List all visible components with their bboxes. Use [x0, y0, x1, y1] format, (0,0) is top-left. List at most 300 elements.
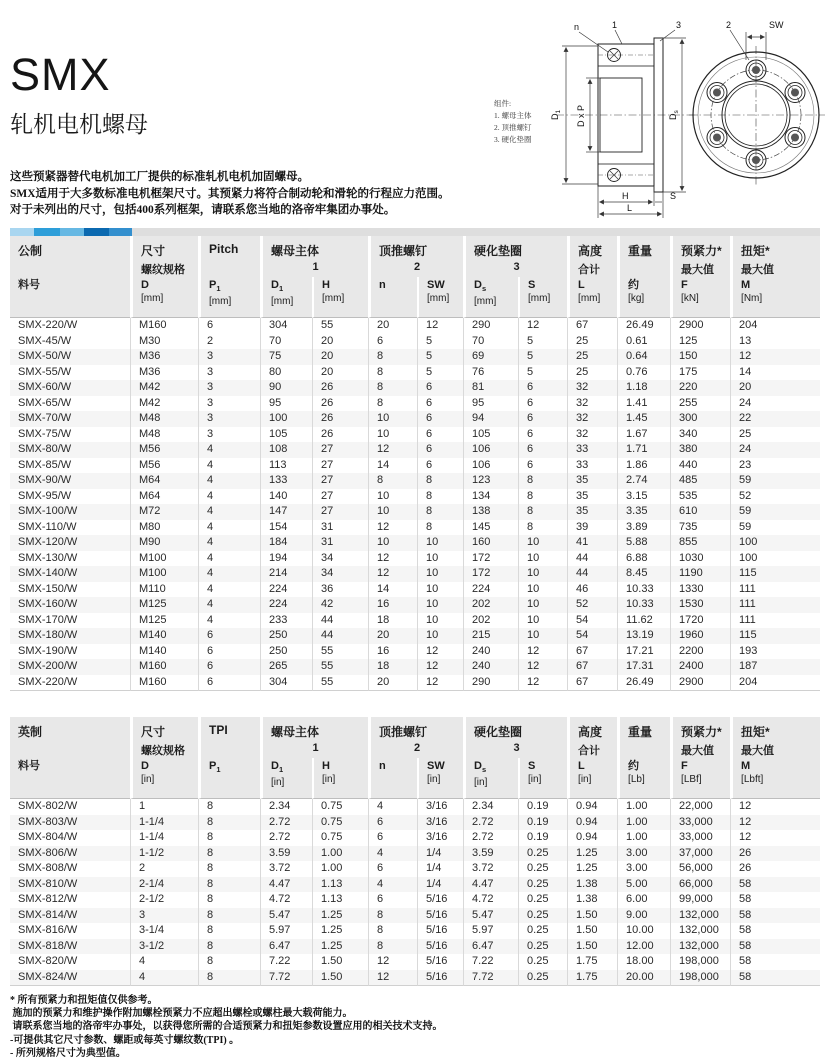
value-cell: M140 [130, 644, 198, 660]
value-cell: 4.47 [463, 877, 518, 893]
value-cell: 20 [368, 318, 417, 334]
value-cell: 20.00 [617, 970, 670, 987]
value-cell: 35 [567, 489, 617, 505]
table-row [10, 365, 820, 381]
table-row [10, 520, 820, 536]
value-cell: 44 [567, 566, 617, 582]
value-cell: 5/16 [417, 908, 463, 924]
value-cell: 175 [670, 365, 730, 381]
value-cell: M36 [130, 349, 198, 365]
value-cell: 0.75 [312, 815, 368, 831]
table-row [10, 380, 820, 396]
value-cell: 10 [518, 535, 567, 551]
value-cell: 58 [730, 939, 820, 955]
value-cell: M90 [130, 535, 198, 551]
value-cell: 3.00 [617, 861, 670, 877]
value-cell: 1.18 [617, 380, 670, 396]
value-cell: 123 [463, 473, 518, 489]
color-bar-segment [84, 228, 109, 236]
value-cell: 32 [567, 427, 617, 443]
value-cell: 1720 [670, 613, 730, 629]
part-number-cell: SMX-90/W [10, 473, 130, 489]
value-cell: 6 [198, 318, 260, 334]
value-cell: 16 [368, 597, 417, 613]
value-cell: 132,000 [670, 923, 730, 939]
value-cell: 26 [312, 396, 368, 412]
part-number-cell: SMX-160/W [10, 597, 130, 613]
value-cell: 0.25 [518, 970, 567, 987]
value-cell: 100 [730, 535, 820, 551]
value-cell: 26 [730, 861, 820, 877]
value-cell: 3 [198, 396, 260, 412]
value-cell: M100 [130, 551, 198, 567]
value-cell: 0.19 [518, 830, 567, 846]
value-cell: 1.38 [567, 877, 617, 893]
value-cell: 59 [730, 473, 820, 489]
value-cell: 0.25 [518, 954, 567, 970]
table-row [10, 799, 820, 815]
value-cell: 5/16 [417, 970, 463, 987]
table-row [10, 597, 820, 613]
value-cell: 14 [730, 365, 820, 381]
value-cell: 7.72 [463, 970, 518, 987]
column-subgroup-label: 合计 [567, 741, 617, 758]
value-cell: 224 [463, 582, 518, 598]
value-cell: M56 [130, 458, 198, 474]
column-group-label: 高度 [567, 717, 617, 741]
column-header: F [kN] [670, 277, 730, 318]
value-cell: 8 [417, 473, 463, 489]
value-cell: 31 [312, 535, 368, 551]
value-cell: 5.97 [463, 923, 518, 939]
value-cell: 5.97 [260, 923, 312, 939]
value-cell: 6 [518, 411, 567, 427]
value-cell: 3 [198, 365, 260, 381]
color-bar-segment [34, 228, 60, 236]
value-cell: 4 [198, 489, 260, 505]
value-cell: 105 [463, 427, 518, 443]
column-group-label: 顶推螺钉 [368, 236, 463, 260]
value-cell: 12 [368, 442, 417, 458]
value-cell: M64 [130, 473, 198, 489]
value-cell: 12 [518, 644, 567, 660]
value-cell: 10 [417, 582, 463, 598]
value-cell: 10 [368, 489, 417, 505]
value-cell: 100 [730, 551, 820, 567]
table-row [10, 613, 820, 629]
value-cell: 1.71 [617, 442, 670, 458]
value-cell: 2900 [670, 675, 730, 692]
value-cell: 3 [198, 427, 260, 443]
value-cell: 1.25 [312, 908, 368, 924]
value-cell: 4 [198, 473, 260, 489]
value-cell: 59 [730, 504, 820, 520]
value-cell: 1-1/4 [130, 815, 198, 831]
value-cell: 6 [417, 458, 463, 474]
value-cell: 12 [730, 349, 820, 365]
value-cell: 214 [260, 566, 312, 582]
column-subgroup-label [617, 741, 670, 758]
value-cell: 202 [463, 613, 518, 629]
value-cell: 9.00 [617, 908, 670, 924]
value-cell: 1.13 [312, 877, 368, 893]
value-cell: 0.25 [518, 861, 567, 877]
value-cell: 204 [730, 675, 820, 692]
value-cell: 3-1/2 [130, 939, 198, 955]
value-cell: 2.72 [463, 830, 518, 846]
column-group-label: 硬化垫圈 [463, 717, 567, 741]
table-row [10, 877, 820, 893]
description-line: 对于未列出的尺寸，包括400系列框架，请联系您当地的洛帝牢集团办事处。 [10, 204, 396, 217]
column-header: S [in] [518, 758, 567, 799]
column-header: L [in] [567, 758, 617, 799]
value-cell: 58 [730, 970, 820, 987]
column-header: M [Nm] [730, 277, 820, 318]
part-number-cell: SMX-55/W [18, 365, 72, 378]
value-cell: 150 [670, 349, 730, 365]
value-cell: 0.25 [518, 877, 567, 893]
value-cell: 8.45 [617, 566, 670, 582]
value-cell: 10 [417, 535, 463, 551]
value-cell: M100 [130, 566, 198, 582]
value-cell: 4 [198, 520, 260, 536]
value-cell: 1330 [670, 582, 730, 598]
table-row [10, 458, 820, 474]
part-number-cell: SMX-824/W [10, 970, 130, 987]
value-cell: 6 [417, 442, 463, 458]
value-cell: 3.72 [260, 861, 312, 877]
value-cell: 5 [417, 334, 463, 350]
column-group-label: TPI [198, 717, 260, 741]
value-cell: 610 [670, 504, 730, 520]
table-row [10, 815, 820, 831]
part-number-cell: SMX-804/W [18, 831, 78, 844]
dim-label-s: S [670, 191, 677, 201]
value-cell: 0.61 [617, 334, 670, 350]
value-cell: 52 [567, 597, 617, 613]
value-cell: 11.62 [617, 613, 670, 629]
column-header: D [in] [130, 758, 198, 799]
value-cell: 90 [260, 380, 312, 396]
value-cell: M160 [130, 675, 198, 692]
value-cell: 25 [730, 427, 820, 443]
value-cell: 8 [518, 473, 567, 489]
value-cell: 10 [417, 613, 463, 629]
column-header: H [in] [312, 758, 368, 799]
column-header: $D_s$ [mm] [463, 277, 518, 318]
value-cell: 224 [260, 597, 312, 613]
part-number-cell: SMX-220/W [10, 675, 130, 692]
value-cell: M30 [130, 334, 198, 350]
column-group-label: 预紧力* [670, 717, 730, 741]
value-cell: 10 [368, 427, 417, 443]
table-row [10, 908, 820, 924]
value-cell: 12 [730, 830, 820, 846]
column-header: 约 [Lb] [617, 758, 670, 799]
part-number-cell: SMX-220/W [18, 319, 78, 332]
column-group-label: 尺寸 [130, 717, 198, 741]
value-cell: 12 [368, 566, 417, 582]
value-cell: 4 [198, 535, 260, 551]
part-number-cell: SMX-45/W [18, 334, 72, 347]
value-cell: 240 [463, 659, 518, 675]
value-cell: 250 [260, 628, 312, 644]
value-cell: 1.25 [312, 923, 368, 939]
value-cell: 4 [198, 442, 260, 458]
value-cell: 12 [417, 318, 463, 334]
value-cell: 58 [730, 908, 820, 924]
value-cell: 58 [730, 877, 820, 893]
value-cell: 198,000 [670, 954, 730, 970]
value-cell: 8 [198, 970, 260, 987]
value-cell: 55 [312, 675, 368, 692]
table-row [10, 411, 820, 427]
value-cell: 1960 [670, 628, 730, 644]
value-cell: M36 [130, 365, 198, 381]
value-cell: 1.25 [312, 939, 368, 955]
value-cell: 0.75 [312, 830, 368, 846]
value-cell: 10.33 [617, 582, 670, 598]
column-group-label: 重量 [617, 717, 670, 741]
footnotes [10, 994, 830, 1060]
column-group-label: 重量 [617, 236, 670, 260]
value-cell: 52 [730, 489, 820, 505]
value-cell: 3-1/4 [130, 923, 198, 939]
value-cell: 0.94 [567, 815, 617, 831]
column-subgroup-label: 1 [260, 741, 368, 758]
value-cell: 240 [463, 644, 518, 660]
value-cell: 2.34 [260, 799, 312, 815]
value-cell: 304 [260, 318, 312, 334]
column-subgroup-label: 1 [260, 260, 368, 277]
footnote-line: * 所有预紧力和扭矩值仅供参考。 [10, 995, 158, 1007]
value-cell: 2.72 [260, 815, 312, 831]
value-cell: 106 [463, 442, 518, 458]
value-cell: 172 [463, 551, 518, 567]
value-cell: 10 [518, 551, 567, 567]
part-number-cell: SMX-85/W [18, 458, 72, 471]
value-cell: 1/4 [417, 861, 463, 877]
column-subgroup-label: 最大值 [670, 741, 730, 758]
value-cell: 8 [198, 908, 260, 924]
column-header: $D_1$ [mm] [260, 277, 312, 318]
value-cell: 12 [368, 970, 417, 987]
value-cell: 2.72 [463, 815, 518, 831]
value-cell: 1.13 [312, 892, 368, 908]
value-cell: 6.88 [617, 551, 670, 567]
value-cell: 67 [567, 318, 617, 334]
value-cell: 290 [463, 318, 518, 334]
value-cell: 0.94 [567, 799, 617, 815]
value-cell: 485 [670, 473, 730, 489]
color-bar-segment [132, 228, 820, 236]
value-cell: 5/16 [417, 939, 463, 955]
value-cell: 1 [130, 799, 198, 815]
value-cell: 3.72 [463, 861, 518, 877]
value-cell: 0.25 [518, 908, 567, 924]
value-cell: 6.00 [617, 892, 670, 908]
table-title: 英制 [10, 717, 130, 741]
column-header: L [mm] [567, 277, 617, 318]
value-cell: 32 [567, 411, 617, 427]
value-cell: 290 [463, 675, 518, 692]
value-cell: 1190 [670, 566, 730, 582]
callout-1: 1 [612, 20, 618, 30]
value-cell: 1-1/4 [130, 830, 198, 846]
value-cell: 17.31 [617, 659, 670, 675]
part-number-cell: SMX-812/W [18, 893, 78, 906]
value-cell: 12 [518, 675, 567, 692]
legend-title: 组件: [494, 99, 512, 108]
value-cell: 8 [417, 504, 463, 520]
value-cell: 6 [368, 892, 417, 908]
value-cell: 111 [730, 613, 820, 629]
value-cell: 12.00 [617, 939, 670, 955]
column-header: S [mm] [518, 277, 567, 318]
part-number-cell: SMX-810/W [10, 877, 130, 893]
value-cell: 8 [198, 830, 260, 846]
value-cell: 3/16 [417, 830, 463, 846]
value-cell: 6 [417, 427, 463, 443]
value-cell: 202 [463, 597, 518, 613]
value-cell: 0.64 [617, 349, 670, 365]
value-cell: M48 [130, 411, 198, 427]
color-bar-segment [10, 228, 34, 236]
value-cell: 1030 [670, 551, 730, 567]
value-cell: 34 [312, 551, 368, 567]
value-cell: 46 [567, 582, 617, 598]
value-cell: 4 [368, 846, 417, 862]
value-cell: 27 [312, 442, 368, 458]
value-cell: 145 [463, 520, 518, 536]
value-cell: M64 [130, 489, 198, 505]
table-row [10, 551, 820, 567]
value-cell: 16 [368, 644, 417, 660]
value-cell: 6 [368, 334, 417, 350]
value-cell: 3.59 [260, 846, 312, 862]
value-cell: 1.50 [312, 954, 368, 970]
value-cell: 1.50 [567, 908, 617, 924]
value-cell: 66,000 [670, 877, 730, 893]
value-cell: 18 [368, 659, 417, 675]
value-cell: 6 [518, 427, 567, 443]
value-cell: 12 [368, 520, 417, 536]
value-cell: 10 [518, 582, 567, 598]
value-cell: 81 [463, 380, 518, 396]
table-row [10, 892, 820, 908]
dim-label-ds: $D_s$ [668, 110, 680, 120]
value-cell: 6 [518, 396, 567, 412]
value-cell: 26.49 [617, 675, 670, 692]
value-cell: M160 [130, 318, 198, 334]
value-cell: 6 [518, 442, 567, 458]
value-cell: 4 [198, 566, 260, 582]
value-cell: 6 [198, 675, 260, 692]
value-cell: 5 [417, 365, 463, 381]
callout-3: 3 [676, 20, 682, 30]
value-cell: 24 [730, 396, 820, 412]
value-cell: 4.72 [463, 892, 518, 908]
value-cell: 54 [567, 613, 617, 629]
value-cell: 106 [463, 458, 518, 474]
value-cell: 2200 [670, 644, 730, 660]
part-number-cell: SMX-95/W [18, 489, 72, 502]
value-cell: 12 [730, 799, 820, 815]
spacer-cell [10, 260, 130, 277]
dim-label-l: L [627, 203, 633, 213]
value-cell: 8 [368, 380, 417, 396]
value-cell: 8 [198, 861, 260, 877]
table-row [10, 582, 820, 598]
column-group-label: 顶推螺钉 [368, 717, 463, 741]
value-cell: M140 [130, 628, 198, 644]
value-cell: 10.00 [617, 923, 670, 939]
value-cell: 70 [463, 334, 518, 350]
value-cell: 5 [518, 349, 567, 365]
table-row [10, 846, 820, 862]
part-number-cell: SMX-130/W [18, 551, 78, 564]
value-cell: 8 [417, 520, 463, 536]
description-line: SMX适用于大多数标准电机框架尺寸。其预紧力将符合制动轮和滑轮的行程应力范围。 [10, 187, 450, 200]
column-header: n [368, 277, 417, 318]
value-cell: 8 [518, 520, 567, 536]
value-cell: 67 [567, 675, 617, 692]
value-cell: 5/16 [417, 923, 463, 939]
value-cell: 76 [463, 365, 518, 381]
value-cell: 111 [730, 582, 820, 598]
technical-drawing [486, 14, 826, 222]
value-cell: 20 [312, 334, 368, 350]
value-cell: 1-1/2 [130, 846, 198, 862]
value-cell: 2.34 [463, 799, 518, 815]
part-number-cell: SMX-820/W [18, 955, 78, 968]
value-cell: M125 [130, 597, 198, 613]
value-cell: 4 [368, 799, 417, 815]
value-cell: 4 [368, 877, 417, 893]
column-group-label: 预紧力* [670, 236, 730, 260]
value-cell: 14 [368, 582, 417, 598]
value-cell: 37,000 [670, 846, 730, 862]
value-cell: 8 [368, 396, 417, 412]
dim-label-sw: SW [769, 20, 784, 30]
column-subgroup-label: 最大值 [730, 741, 820, 758]
value-cell: M72 [130, 504, 198, 520]
legend-item: 3. 硬化垫圈 [494, 135, 532, 144]
value-cell: 1530 [670, 597, 730, 613]
value-cell: 12 [730, 815, 820, 831]
value-cell: 220 [670, 380, 730, 396]
column-subgroup-label: 2 [368, 741, 463, 758]
part-number-cell: SMX-806/W [10, 846, 130, 862]
value-cell: 0.94 [567, 830, 617, 846]
value-cell: 100 [260, 411, 312, 427]
column-subgroup-label: 螺纹规格 [130, 260, 198, 277]
value-cell: 95 [260, 396, 312, 412]
value-cell: 735 [670, 520, 730, 536]
value-cell: 8 [198, 815, 260, 831]
value-cell: 0.75 [312, 799, 368, 815]
value-cell: 27 [312, 489, 368, 505]
value-cell: 5.00 [617, 877, 670, 893]
column-header: SW [in] [417, 758, 463, 799]
value-cell: 187 [730, 659, 820, 675]
value-cell: 94 [463, 411, 518, 427]
value-cell: 1.00 [312, 846, 368, 862]
value-cell: 8 [518, 489, 567, 505]
column-subgroup-label [617, 260, 670, 277]
value-cell: 1.00 [617, 815, 670, 831]
part-number-header: 料号 [10, 277, 130, 318]
